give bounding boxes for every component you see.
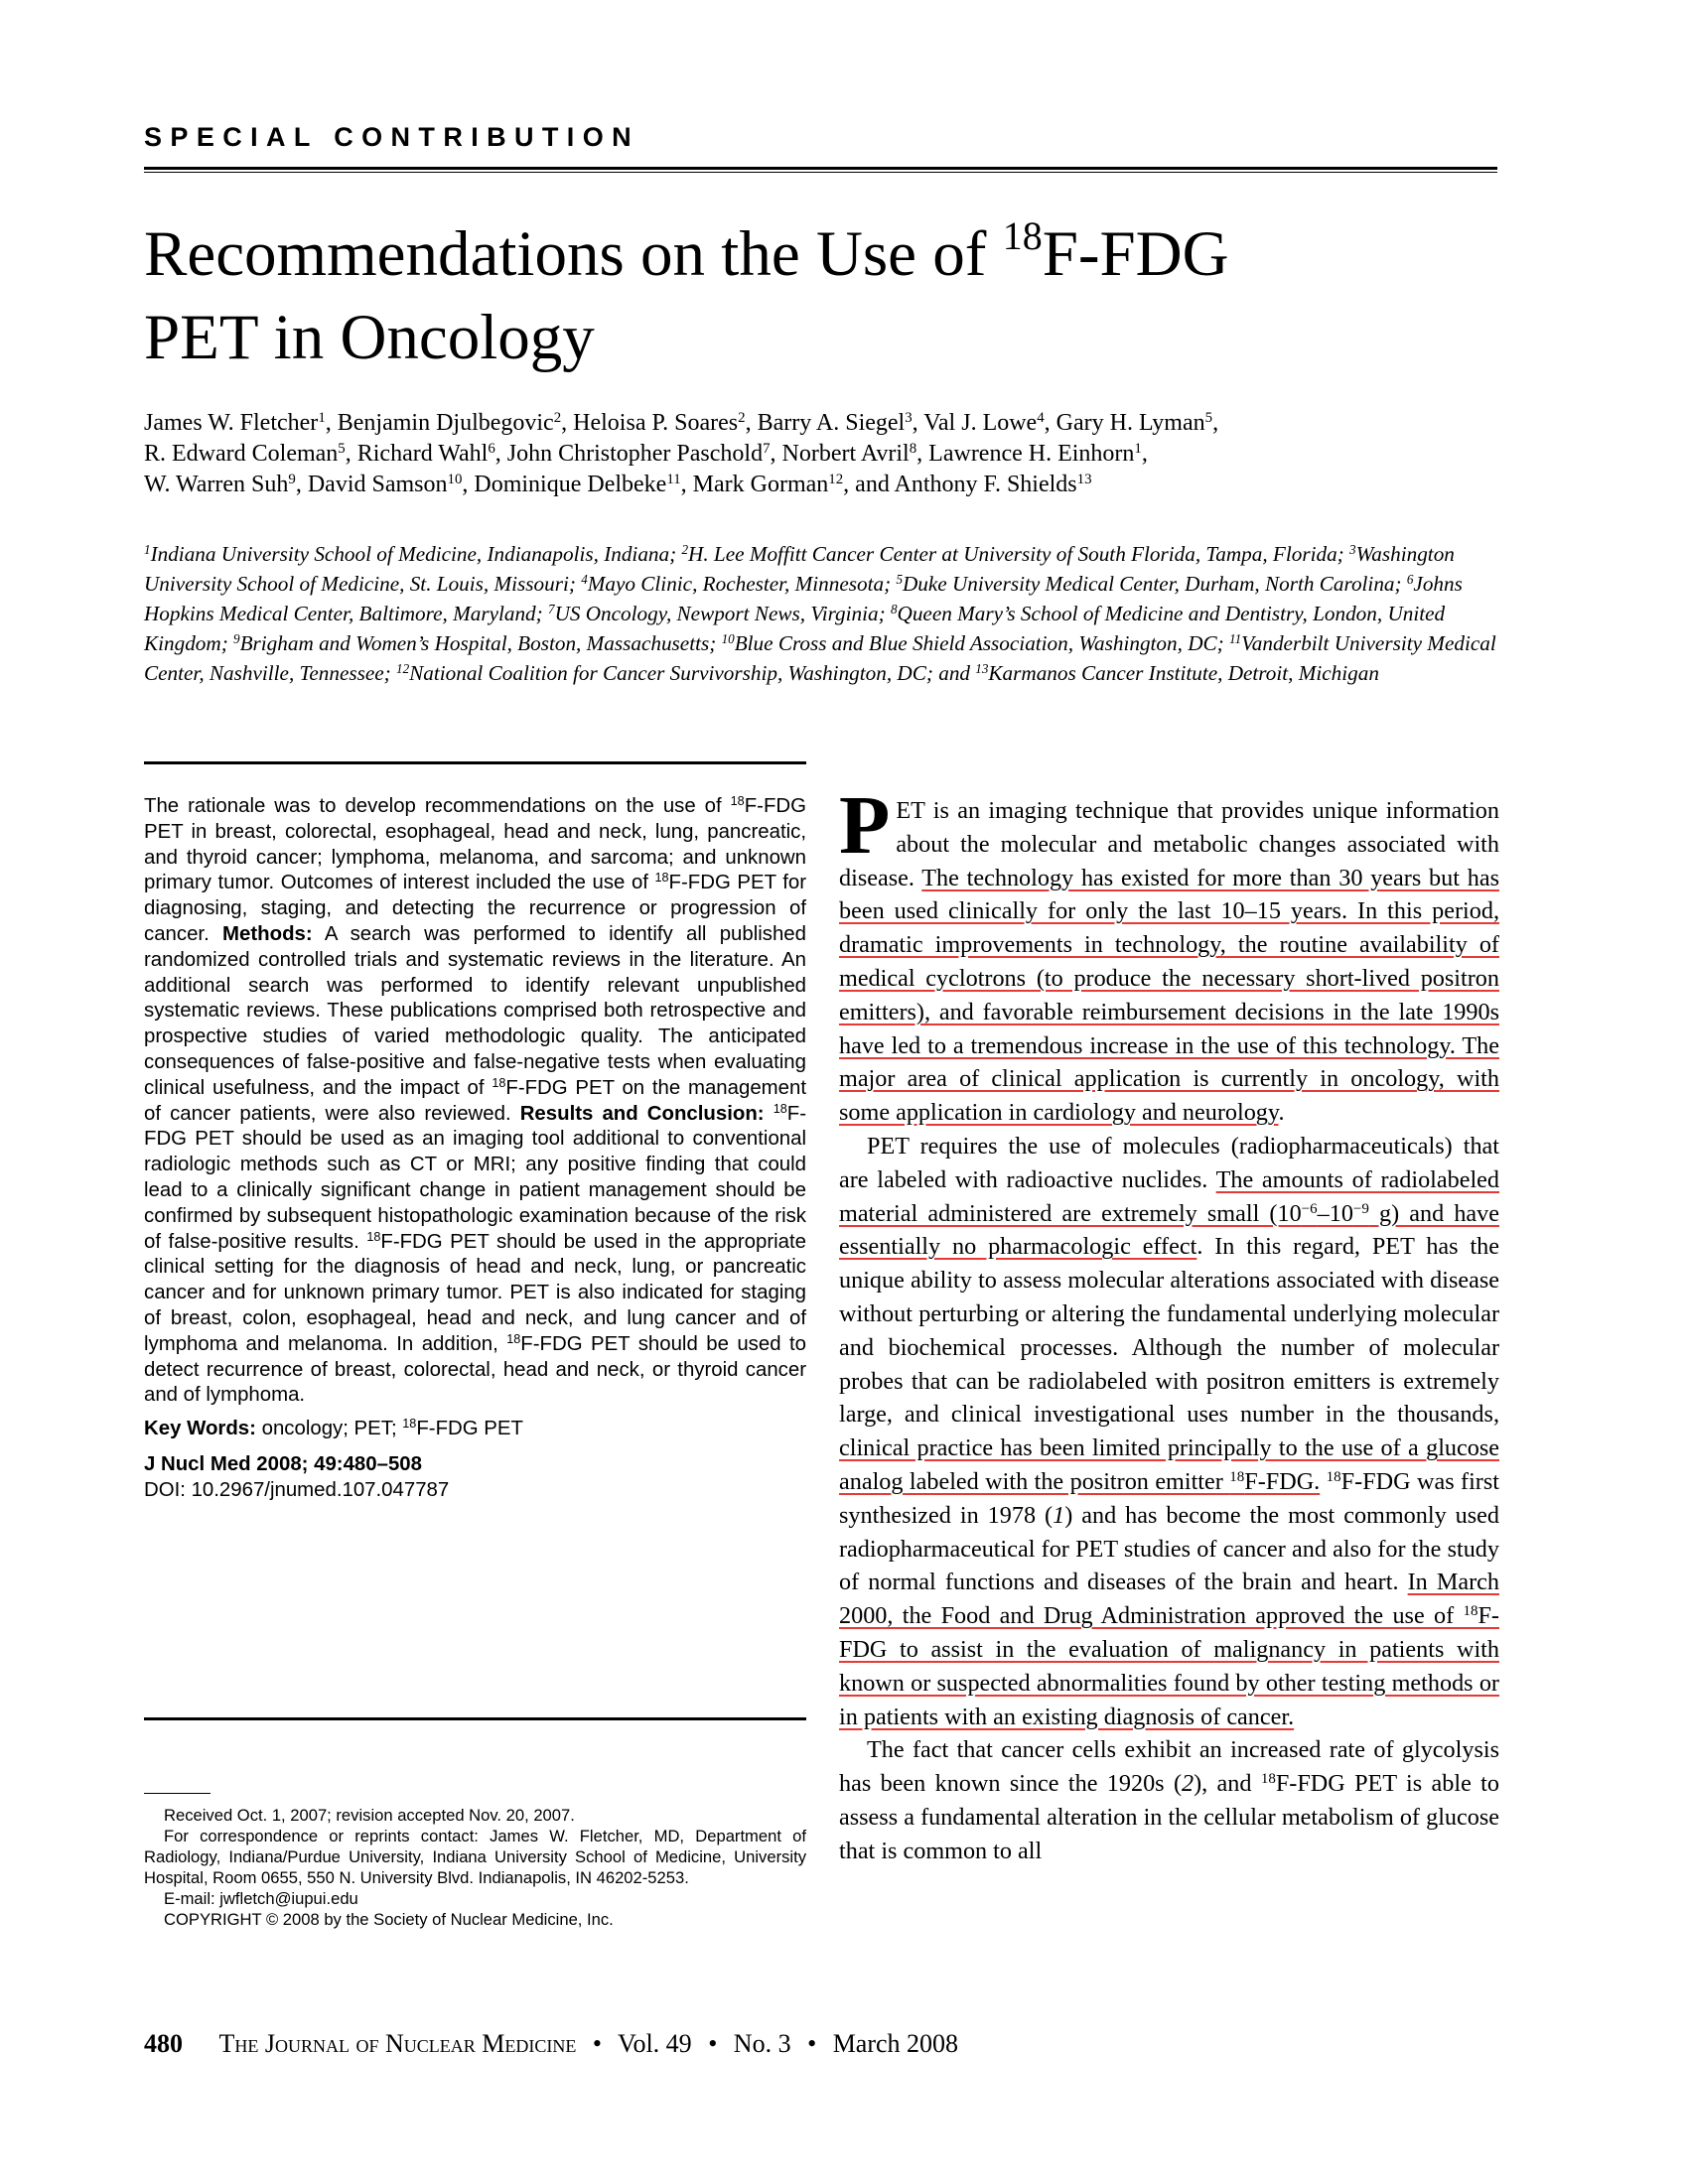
affiliation-text: Blue Cross and Blue Shield Association, Washington, DC; xyxy=(734,631,1224,655)
author-affiliation-number: 8 xyxy=(909,440,917,457)
author-name: Gary H. Lyman xyxy=(1055,410,1205,436)
author-name: Mark Gorman xyxy=(692,472,829,497)
author-affiliation-number: 5 xyxy=(1204,409,1213,426)
author-affiliation-number: 2 xyxy=(738,409,746,426)
author-name: Val J. Lowe xyxy=(923,410,1038,436)
author-affiliation-number: 4 xyxy=(1037,409,1045,426)
affiliation-text: Johns Hopkins Medical Center, Baltimore, Maryland; xyxy=(144,572,1463,625)
doi[interactable]: DOI: 10.2967/jnumed.107.047787 xyxy=(144,1478,450,1501)
author-affiliation-number: 2 xyxy=(553,409,562,426)
received-date: Received Oct. 1, 2007; revision accepted Nov. 20, 2007. xyxy=(164,1806,575,1825)
author-name: Benjamin Djulbegovic xyxy=(337,410,554,436)
affiliation-number: 11 xyxy=(1229,630,1242,646)
author-affiliation-number: 9 xyxy=(288,471,296,487)
issue-date: March 2008 xyxy=(832,2029,959,2058)
section-label: SPECIAL CONTRIBUTION xyxy=(144,122,640,152)
author-name: W. Warren Suh xyxy=(144,472,289,497)
affiliations: $^1$Indiana University School of Medicine, Indianapolis, Indiana; $^2$H. Lee Moffitt Cancer Center at University of South Florida, Tampa, Florida; $^3$Washington University School of Medicine, St. Louis, Missouri; $^4$Mayo Clinic, Rochester, Minnesota; $^5$Duke University Medical Center, Durham, North Carolina; $^6$Johns Hopkins Medical Center, Baltimore, Maryland; $^7$US Oncology, Newport News, Virginia; $^8$Queen Mary’s School of Medicine and Dentistry, London, United Kingdom; $^9$Brigham and Women’s Hospital, Boston, Massachusetts; $^{10}$Blue Cross and Blue Shield Association, Washington, DC; $^{11}$Vanderbilt University Medical Center, Nashville, Tennessee; $^{12}$National Coalition for Cancer Survivorship, Washington, DC; and $^{13}$Karmanos Cancer Institute, Detroit, Michigan xyxy=(144,541,1496,685)
reference-1[interactable]: 1 xyxy=(1053,1501,1065,1529)
author-affiliation-number: 13 xyxy=(1076,471,1092,487)
author-affiliation-number: 10 xyxy=(447,471,463,487)
paragraph-1: PET is an imaging technique that provides unique information about the molecular and metabolic changes associated with disease. The technology has existed for more than 30 years but has been used clinically for only the last 10–15 years. In this period, dramatic improvements in technology, the routine availability of medical cyclotrons (to produce the necessary short-lived positron emitters), and favorable reimbursement decisions in the late 1990s have led to a tremendous increase in the use of this technology. The major area of clinical application is currently in oncology, with some application in cardiology and neurology. xyxy=(839,779,1499,1127)
author-name: R. Edward Coleman xyxy=(144,441,339,467)
author-name: Lawrence H. Einhorn xyxy=(928,441,1135,467)
affiliation-text: Queen Mary’s School of Medicine and Dentistry, London, United Kingdom; xyxy=(144,602,1446,655)
affiliation-number: 2 xyxy=(681,541,689,557)
affiliation-number: 9 xyxy=(233,630,240,646)
affiliation-text: National Coalition for Cancer Survivorship, Washington, DC; xyxy=(409,661,933,685)
author-affiliation-number: 3 xyxy=(905,409,913,426)
author-name: Barry A. Siegel xyxy=(757,410,906,436)
footnotes xyxy=(144,1805,806,1930)
volume: Vol. 49 xyxy=(618,2029,692,2058)
author-name: David Samson xyxy=(307,472,448,497)
page-footer: 480 The Journal of Nuclear Medicine • Vol. 49 • No. 3 • March 2008 xyxy=(144,2029,959,2058)
affiliation-number: 1 xyxy=(144,541,151,557)
affiliation-text: Indiana University School of Medicine, Indianapolis, Indiana; xyxy=(150,542,677,566)
author-affiliation-number: 7 xyxy=(763,440,771,457)
copyright: COPYRIGHT © 2008 by the Society of Nuclear Medicine, Inc. xyxy=(164,1910,614,1929)
affiliation-text: Duke University Medical Center, Durham, North Carolina; xyxy=(903,572,1402,596)
keywords: Key Words: oncology; PET; $^{18}$F-FDG PET xyxy=(144,1417,523,1440)
author-name: James W. Fletcher xyxy=(144,410,319,436)
author-affiliation-number: 1 xyxy=(1134,440,1142,457)
author-affiliation-number: 11 xyxy=(666,471,681,487)
affiliation-number: 13 xyxy=(975,660,989,676)
page-number: 480 xyxy=(144,2029,183,2058)
affiliation-text: Brigham and Women’s Hospital, Boston, Massachusetts; xyxy=(239,631,717,655)
issue: No. 3 xyxy=(733,2029,791,2058)
article-title: Recommendations on the Use of $^{18}$F-FDG PET in Oncology xyxy=(144,213,1229,373)
highlight: In March 2000, the Food and Drug Administration approved the use of $^{18}$F-FDG to assist in the evaluation of malignancy in patients with known or suspected abnormalities found by other testing methods or in patients with an existing diagnosis of cancer. xyxy=(839,1569,1499,1730)
abstract-text: The rationale was to develop recommendations on the use of $^{18}$F-FDG PET in breast, colorectal, esophageal, head and neck, lung, pancreatic, and thyroid cancer; lymphoma, melanoma, and sarcoma; and unknown primary tumor. Outcomes of interest included the use of $^{18}$F-FDG PET for diagnosing, staging, and detecting the recurrence or progression of cancer. Methods: A search was performed to identify all published randomized controlled trials and systematic reviews in the literature. An additional search was performed to identify relevant unpublished systematic reviews. These publications comprised both retrospective and prospective studies of varied methodologic quality. The anticipated consequences of false-positive and false-negative tests when evaluating clinical usefulness, and the impact of $^{18}$F-FDG PET on the management of cancer patients, were also reviewed. Results and Conclusion: $^{18}$F-FDG PET should be used as an imaging tool additional to conventional radiologic methods such as CT or MRI; any positive finding that could lead to a clinically significant change in patient management should be confirmed by subsequent histopathologic examination because of the risk of false-positive results. $^{18}$F-FDG PET should be used in the appropriate clinical setting for the diagnosis of head and neck, lung, or pancreatic cancer and for unknown primary tumor. PET is also indicated for staging of breast, colon, esophageal, head and neck, and lung cancer and of lymphoma and melanoma. In addition, $^{18}$F-FDG PET should be used to detect recurrence of breast, colorectal, head and neck, or thyroid cancer and of lymphoma. xyxy=(144,794,807,1407)
author-name: Richard Wahl xyxy=(356,441,489,467)
highlight: clinical practice has been limited principally to the use of a glucose analog labeled with the positron emitter $^{18}$F-FDG. xyxy=(839,1434,1499,1495)
highlight: The technology has existed for more than 30 years but has been used clinically for only the last 10–15 years. In this period, dramatic improvements in technology, the routine availability of medical cyclotrons (to produce the necessary short-lived positron emitters), and favorable reimbursement decisions in the late 1990s have led to a tremendous increase in the use of this technology. The major area of clinical application is currently in oncology, with some application in cardiology and neurology xyxy=(839,864,1499,1127)
paragraph-2: PET requires the use of molecules (radiopharmaceuticals) that are labeled with radioactive nuclides. The amounts of radiolabeled material administered are extremely small ($10^{-6}-10^{-9}$ g) and have essentially no pharmacologic effect. In this regard, PET has the unique ability to assess molecular alterations associated with disease without perturbing or altering the fundamental underlying molecular and biochemical processes. Although the number of molecular probes that can be radiolabeled with positron emitters is extremely large, and clinical investigational uses number in the thousands, clinical practice has been limited principally to the use of a glucose analog labeled with the positron emitter $^{18}$F-FDG. $^{18}$F-FDG was first synthesized in 1978 (1) and has become the most commonly used radiopharmaceutical for PET studies of cancer and also for the study of normal functions and diseases of the brain and heart. In March 2000, the Food and Drug Administration approved the use of $^{18}$F-FDG to assist in the evaluation of malignancy in patients with known or suspected abnormalities found by other testing methods or in patients with an existing diagnosis of cancer. xyxy=(839,1132,1500,1730)
affiliation-text: Washington University School of Medicine, St. Louis, Missouri; xyxy=(144,542,1455,596)
journal-citation: J Nucl Med 2008; 49:480–508 xyxy=(144,1452,422,1475)
highlight: The amounts of radiolabeled material administered are extremely small ($10^{-6}-10^{-9}$ g) and have essentially no pharmacologic effect xyxy=(839,1165,1500,1261)
affiliation-number: 6 xyxy=(1406,571,1414,587)
affiliation-text: H. Lee Moffitt Cancer Center at University of South Florida, Tampa, Florida; xyxy=(688,542,1344,566)
abstract xyxy=(144,794,806,1504)
affiliation-number: 7 xyxy=(548,601,555,616)
affiliation-text: Vanderbilt University Medical Center, Nashville, Tennessee; xyxy=(144,631,1496,685)
affiliation-number: 3 xyxy=(1349,541,1356,557)
correspondence: For correspondence or reprints contact: James W. Fletcher, MD, Department of Radiology, Indiana/Purdue University, Indiana University School of Medicine, University Hospital, Room 0655, 550 N. University Blvd. Indianapolis, IN 46202-5253. xyxy=(144,1827,806,1887)
affiliation-number: 5 xyxy=(896,571,903,587)
author-affiliation-number: 6 xyxy=(488,440,495,457)
drop-cap: P xyxy=(839,779,891,872)
paragraph-3: The fact that cancer cells exhibit an increased rate of glycolysis has been known since the 1920s (2), and $^{18}$F-FDG PET is able to assess a fundamental alteration in the cellular metabolism of glucose that is common to all xyxy=(839,1736,1499,1864)
author-name: Dominique Delbeke xyxy=(474,472,667,497)
author-affiliation-number: 5 xyxy=(338,440,346,457)
author-name: Anthony F. Shields xyxy=(894,472,1077,497)
abstract-bottom-rule xyxy=(144,1717,806,1720)
author-name: Norbert Avril xyxy=(781,441,910,467)
author-name: Heloisa P. Soares xyxy=(573,410,739,436)
methods-label: Methods: xyxy=(222,922,313,945)
abstract-top-rule xyxy=(144,761,806,764)
email[interactable]: E-mail: jwfletch@iupui.edu xyxy=(164,1889,358,1908)
results-label: Results and Conclusion: xyxy=(519,1102,765,1125)
header-rule xyxy=(144,167,1497,173)
reference-2[interactable]: 2 xyxy=(1182,1770,1195,1798)
affiliation-number: 4 xyxy=(581,571,588,587)
affiliation-number: 8 xyxy=(890,601,898,616)
footnote-rule xyxy=(144,1793,211,1794)
affiliation-number: 12 xyxy=(396,660,410,676)
author-name: John Christopher Paschold xyxy=(506,441,764,467)
body-text xyxy=(839,779,1500,1868)
author-affiliation-number: 1 xyxy=(318,409,326,426)
affiliation-text: US Oncology, Newport News, Virginia; xyxy=(554,602,886,625)
affiliation-text: Karmanos Cancer Institute, Detroit, Michigan xyxy=(988,661,1379,685)
affiliation-number: 10 xyxy=(721,630,735,646)
author-list: James W. Fletcher$^1$, Benjamin Djulbegovic$^2$, Heloisa P. Soares$^2$, Barry A. Siegel$^3$, Val J. Lowe$^4$, Gary H. Lyman$^5$, R. Edward Coleman$^5$, Richard Wahl$^6$, John Christopher Paschold$^7$, Norbert Avril$^8$, Lawrence H. Einhorn$^1$, W. Warren Suh$^9$, David Samson$^{10}$, Dominique Delbeke$^{11}$, Mark Gorman$^{12}$, and Anthony F. Shields$^{13}$ xyxy=(144,409,1219,497)
affiliation-text: Mayo Clinic, Rochester, Minnesota; xyxy=(587,572,892,596)
author-affiliation-number: 12 xyxy=(828,471,844,487)
journal-name: The Journal of Nuclear Medicine xyxy=(218,2029,577,2058)
